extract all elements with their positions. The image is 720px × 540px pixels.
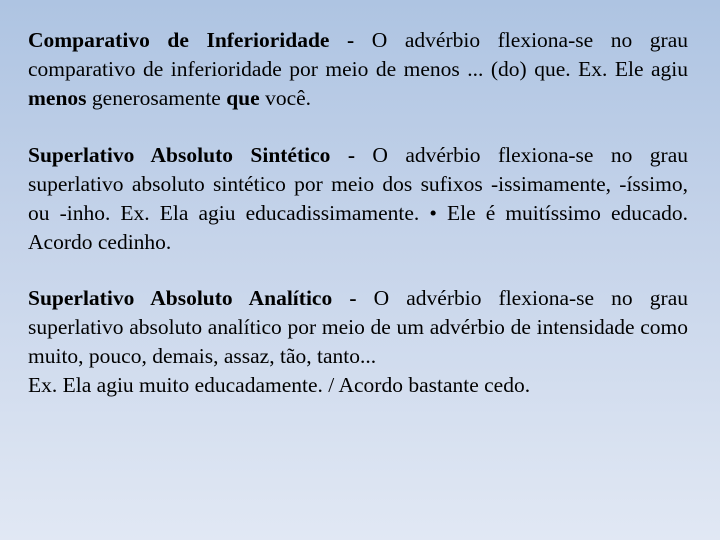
paragraph-text: O advérbio flexiona-se no grau comparativo de inferioridade por meio de menos ... (do) que. Ex. Ele agiu [28,28,688,81]
term-superlativo-sintetico: Superlativo Absoluto Sintético [28,143,331,167]
paragraph-text: O advérbio flexiona-se no grau superlativo absoluto sintético por meio dos sufixos -issimamente, -íssimo, ou -inho. Ex. Ela agiu educadissimamente. • Ele é muitíssimo educado. Acordo cedinho. [28,143,688,254]
paragraph-text: O advérbio flexiona-se no grau superlativo absoluto analítico por meio de um advérbio de intensidade como muito, pouco, demais, assaz, tão, tanto... [28,286,688,368]
paragraph-text: generosamente [86,86,227,110]
emphasis-que: que [226,86,260,110]
emphasis-menos: menos [28,86,87,110]
paragraph-superlativo-analitico [28,284,688,400]
term-separator: - [332,286,374,310]
paragraph-comparativo-inferioridade [28,26,688,113]
term-comparativo-inferioridade: Comparativo de Inferioridade [28,28,330,52]
term-separator: - [330,143,373,167]
term-separator: - [329,28,372,52]
paragraph-superlativo-sintetico [28,141,688,257]
example-line: Ex. Ela agiu muito educadamente. / Acordo bastante cedo. [28,373,531,397]
paragraph-text: você. [259,86,312,110]
term-superlativo-analitico: Superlativo Absoluto Analítico [28,286,333,310]
